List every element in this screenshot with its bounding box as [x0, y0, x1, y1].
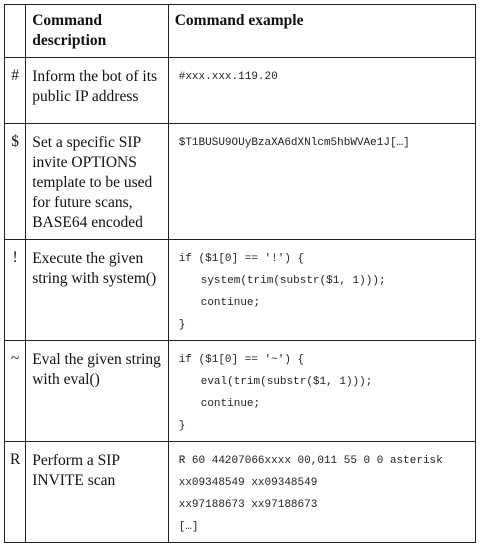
- command-description: Perform a SIP INVITE scan: [32, 452, 120, 489]
- example-line: $T1BUSU9OUyBzaXA6dXNlcm5hbWVAe1J[…]: [178, 137, 410, 149]
- header-description: Command description: [32, 12, 107, 49]
- header-row: [5, 5, 476, 58]
- example-line: }: [178, 420, 186, 432]
- example-line: }: [178, 319, 186, 331]
- example-line: continue;: [200, 398, 261, 410]
- example-line: continue;: [200, 297, 261, 309]
- header-symbol-cell: [5, 5, 26, 58]
- command-example: [169, 58, 475, 92]
- command-symbol: $: [11, 133, 19, 150]
- command-example: [169, 240, 475, 340]
- command-description: Inform the bot of its public IP address: [32, 68, 158, 105]
- table-row: [5, 341, 476, 442]
- table-row: [5, 124, 476, 240]
- command-example: [169, 442, 475, 542]
- table-row: [5, 240, 476, 341]
- command-example: [169, 341, 475, 441]
- example-line: system(trim(substr($1, 1)));: [200, 275, 386, 287]
- table-row: [5, 442, 476, 543]
- command-symbol: #: [11, 67, 19, 84]
- header-example: Command example: [174, 12, 304, 29]
- example-line: […]: [178, 521, 199, 533]
- example-line: if ($1[0] == '!') {: [178, 253, 305, 265]
- header-example-cell: [168, 5, 475, 58]
- table-row: [5, 58, 476, 124]
- example-line: xx09348549 xx09348549: [178, 477, 318, 489]
- command-example: [169, 124, 475, 158]
- command-symbol: R: [9, 451, 21, 468]
- example-line: xx97188673 xx97188673: [178, 499, 318, 511]
- commands-table: [4, 4, 476, 543]
- example-line: R 60 44207066xxxx 00,011 55 0 0 asterisk: [178, 455, 443, 467]
- header-description-cell: [26, 5, 169, 58]
- command-description: Execute the given string with system(): [32, 250, 157, 287]
- example-line: eval(trim(substr($1, 1)));: [200, 376, 373, 388]
- command-symbol: ~: [10, 350, 20, 367]
- example-line: if ($1[0] == '~') {: [178, 354, 305, 366]
- command-description: Eval the given string with eval(): [32, 351, 161, 388]
- example-line: #xxx.xxx.119.20: [178, 71, 278, 83]
- command-description: Set a specific SIP invite OPTIONS template to be used for future scans, BASE64 encoded: [32, 134, 153, 231]
- command-symbol: !: [12, 249, 18, 266]
